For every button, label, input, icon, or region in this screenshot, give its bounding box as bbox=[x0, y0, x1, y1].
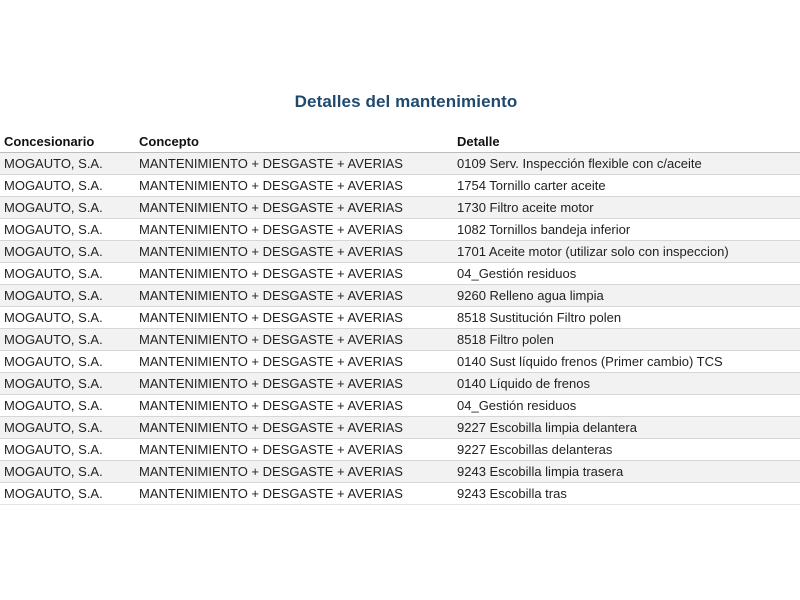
cell-concesionario: MOGAUTO, S.A. bbox=[0, 482, 135, 504]
column-header-concesionario: Concesionario bbox=[0, 131, 135, 152]
column-header-detalle: Detalle bbox=[453, 131, 800, 152]
table-body bbox=[0, 152, 800, 504]
table-row bbox=[0, 262, 800, 284]
cell-detalle: 9227 Escobilla limpia delantera bbox=[453, 416, 800, 438]
cell-concesionario: MOGAUTO, S.A. bbox=[0, 196, 135, 218]
cell-detalle: 1730 Filtro aceite motor bbox=[453, 196, 800, 218]
cell-concepto: MANTENIMIENTO + DESGASTE + AVERIAS bbox=[135, 482, 453, 504]
maintenance-details-table bbox=[0, 131, 800, 505]
cell-concepto: MANTENIMIENTO + DESGASTE + AVERIAS bbox=[135, 460, 453, 482]
cell-concesionario: MOGAUTO, S.A. bbox=[0, 152, 135, 174]
cell-concesionario: MOGAUTO, S.A. bbox=[0, 262, 135, 284]
cell-concesionario: MOGAUTO, S.A. bbox=[0, 284, 135, 306]
cell-detalle: 8518 Filtro polen bbox=[453, 328, 800, 350]
cell-detalle: 0140 Sust líquido frenos (Primer cambio) TCS bbox=[453, 350, 800, 372]
cell-concesionario: MOGAUTO, S.A. bbox=[0, 350, 135, 372]
cell-concesionario: MOGAUTO, S.A. bbox=[0, 240, 135, 262]
cell-concepto: MANTENIMIENTO + DESGASTE + AVERIAS bbox=[135, 174, 453, 196]
cell-detalle: 0140 Líquido de frenos bbox=[453, 372, 800, 394]
cell-concepto: MANTENIMIENTO + DESGASTE + AVERIAS bbox=[135, 350, 453, 372]
cell-concepto: MANTENIMIENTO + DESGASTE + AVERIAS bbox=[135, 394, 453, 416]
table-row bbox=[0, 196, 800, 218]
cell-concesionario: MOGAUTO, S.A. bbox=[0, 372, 135, 394]
cell-concepto: MANTENIMIENTO + DESGASTE + AVERIAS bbox=[135, 372, 453, 394]
cell-concepto: MANTENIMIENTO + DESGASTE + AVERIAS bbox=[135, 306, 453, 328]
cell-concepto: MANTENIMIENTO + DESGASTE + AVERIAS bbox=[135, 196, 453, 218]
table-row bbox=[0, 372, 800, 394]
table-row bbox=[0, 218, 800, 240]
table-row bbox=[0, 438, 800, 460]
cell-concepto: MANTENIMIENTO + DESGASTE + AVERIAS bbox=[135, 262, 453, 284]
cell-detalle: 04_Gestión residuos bbox=[453, 394, 800, 416]
cell-concesionario: MOGAUTO, S.A. bbox=[0, 394, 135, 416]
cell-detalle: 1701 Aceite motor (utilizar solo con inspeccion) bbox=[453, 240, 800, 262]
table-row bbox=[0, 306, 800, 328]
table-row bbox=[0, 460, 800, 482]
cell-concesionario: MOGAUTO, S.A. bbox=[0, 416, 135, 438]
cell-detalle: 9243 Escobilla limpia trasera bbox=[453, 460, 800, 482]
cell-detalle: 9227 Escobillas delanteras bbox=[453, 438, 800, 460]
page-title: Detalles del mantenimiento bbox=[294, 92, 518, 111]
table-row bbox=[0, 394, 800, 416]
cell-detalle: 8518 Sustitución Filtro polen bbox=[453, 306, 800, 328]
column-header-concepto: Concepto bbox=[135, 131, 453, 152]
table-header-row bbox=[0, 131, 800, 152]
cell-detalle: 1754 Tornillo carter aceite bbox=[453, 174, 800, 196]
table-row bbox=[0, 284, 800, 306]
cell-concesionario: MOGAUTO, S.A. bbox=[0, 218, 135, 240]
cell-concepto: MANTENIMIENTO + DESGASTE + AVERIAS bbox=[135, 240, 453, 262]
cell-concepto: MANTENIMIENTO + DESGASTE + AVERIAS bbox=[135, 438, 453, 460]
cell-concesionario: MOGAUTO, S.A. bbox=[0, 438, 135, 460]
cell-detalle: 9260 Relleno agua limpia bbox=[453, 284, 800, 306]
cell-detalle: 04_Gestión residuos bbox=[453, 262, 800, 284]
cell-concesionario: MOGAUTO, S.A. bbox=[0, 306, 135, 328]
table-row bbox=[0, 482, 800, 504]
cell-concepto: MANTENIMIENTO + DESGASTE + AVERIAS bbox=[135, 284, 453, 306]
cell-concesionario: MOGAUTO, S.A. bbox=[0, 460, 135, 482]
cell-concepto: MANTENIMIENTO + DESGASTE + AVERIAS bbox=[135, 218, 453, 240]
cell-concepto: MANTENIMIENTO + DESGASTE + AVERIAS bbox=[135, 416, 453, 438]
table-row bbox=[0, 152, 800, 174]
cell-detalle: 1082 Tornillos bandeja inferior bbox=[453, 218, 800, 240]
cell-concepto: MANTENIMIENTO + DESGASTE + AVERIAS bbox=[135, 328, 453, 350]
table-row bbox=[0, 240, 800, 262]
table-row bbox=[0, 416, 800, 438]
cell-detalle: 9243 Escobilla tras bbox=[453, 482, 800, 504]
table-row bbox=[0, 350, 800, 372]
table-row bbox=[0, 174, 800, 196]
cell-concesionario: MOGAUTO, S.A. bbox=[0, 328, 135, 350]
cell-concesionario: MOGAUTO, S.A. bbox=[0, 174, 135, 196]
table-row bbox=[0, 328, 800, 350]
cell-detalle: 0109 Serv. Inspección flexible con c/aceite bbox=[453, 152, 800, 174]
cell-concepto: MANTENIMIENTO + DESGASTE + AVERIAS bbox=[135, 152, 453, 174]
